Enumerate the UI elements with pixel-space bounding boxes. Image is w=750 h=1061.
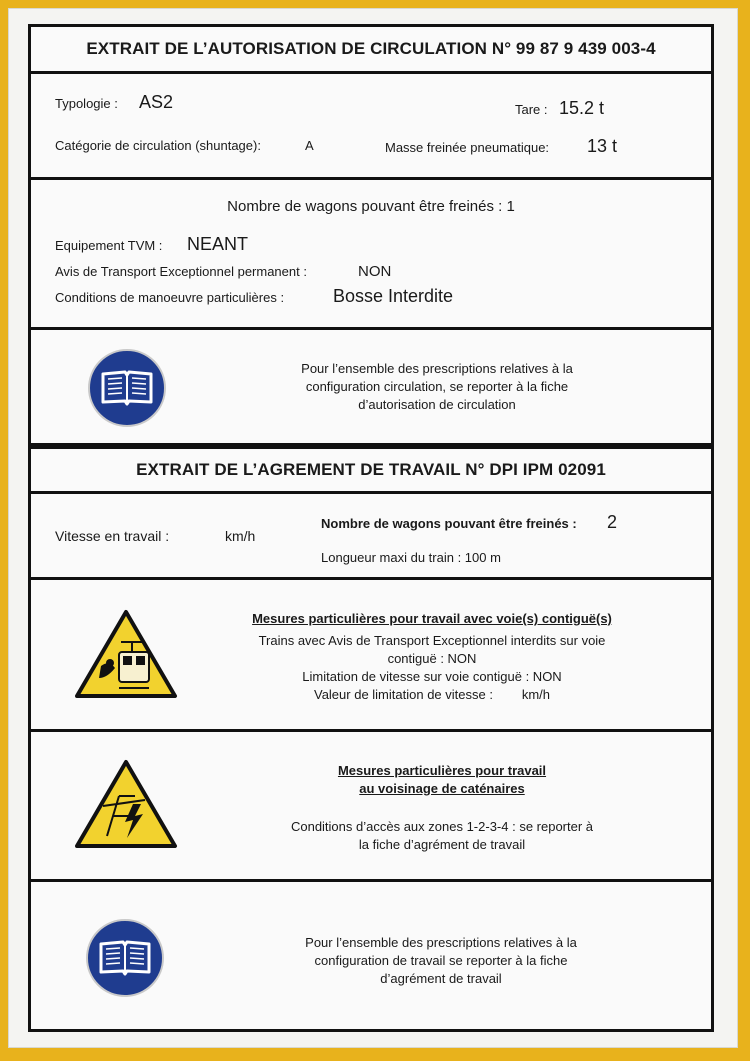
electric-hazard-icon (73, 758, 179, 852)
travail-note-line-1: Pour l’ensemble des prescriptions relatives à la (305, 935, 577, 950)
travail-note (271, 934, 611, 988)
contigue-heading: Mesures particulières pour travail avec voie(s) contiguë(s) (252, 611, 612, 626)
contigue-box (31, 577, 711, 729)
vitesse-label: Vitesse en travail : (55, 528, 170, 544)
ate-value: NON (358, 263, 392, 280)
catenaires-line-1: Conditions d’accès aux zones 1-2-3-4 : se reporter à (290, 819, 594, 834)
ate-label: Avis de Transport Exceptionnel permanent : (55, 264, 307, 279)
tvm-value: NEANT (187, 234, 249, 254)
categorie-value: A (305, 138, 314, 153)
circulation-title-box (31, 27, 711, 71)
book-manual-icon (87, 348, 167, 428)
catenaires-text (257, 762, 627, 854)
travail-wagons-value: 2 (607, 512, 618, 532)
masse-value: 13 t (587, 136, 618, 156)
travail-note-line-2: configuration de travail se reporter à la fiche (314, 953, 568, 968)
travail-specs-box (31, 491, 711, 577)
catenaires-box (31, 729, 711, 879)
tvm-label: Equipement TVM : (55, 238, 163, 253)
travail-note-line-3: d’agrément de travail (380, 971, 502, 986)
travail-title-box (31, 443, 711, 491)
tare-label: Tare : (515, 102, 548, 117)
circulation-note-line-1: Pour l’ensemble des prescriptions relatives à la (301, 361, 573, 376)
travail-note-box (31, 879, 711, 1029)
contigue-line-3: Limitation de vitesse sur voie contiguë : NON (302, 669, 562, 684)
contigue-line-1: Trains avec Avis de Transport Exceptionnel interdits sur voie (258, 633, 606, 648)
circulation-note-line-3: d’autorisation de circulation (358, 397, 516, 412)
circulation-title: EXTRAIT DE L’AUTORISATION DE CIRCULATION N° 99 87 9 439 003-4 (86, 39, 656, 58)
tare-value: 15.2 t (559, 98, 605, 118)
masse-label: Masse freinée pneumatique: (385, 140, 550, 155)
circulation-specs-box (31, 71, 711, 177)
vitesse-unit: km/h (225, 528, 256, 544)
book-manual-icon-2 (85, 918, 165, 998)
circulation-note-box (31, 327, 711, 443)
contigue-text (227, 610, 637, 704)
travail-title: EXTRAIT DE L’AGREMENT DE TRAVAIL N° DPI IPM 02091 (136, 460, 606, 479)
circulation-note (267, 360, 607, 414)
circulation-note-line-2: configuration circulation, se reporter à la fiche (305, 379, 569, 394)
wagons-freines-label: Nombre de wagons pouvant être freinés : (227, 198, 503, 215)
train-warning-icon (73, 608, 179, 702)
manoeuvre-value: Bosse Interdite (333, 286, 454, 306)
sign-frame (28, 24, 714, 1032)
categorie-label: Catégorie de circulation (shuntage): (55, 138, 261, 153)
contigue-line-2: contiguë : NON (387, 651, 477, 666)
catenaires-heading-line-2: au voisinage de caténaires (359, 781, 525, 796)
catenaires-heading-line-1: Mesures particulières pour travail (337, 763, 547, 778)
manoeuvre-label: Conditions de manoeuvre particulières : (55, 290, 285, 305)
wagons-freines-value: 1 (506, 198, 515, 215)
travail-wagons-label: Nombre de wagons pouvant être freinés : (321, 516, 577, 531)
sign-plate (8, 8, 738, 1048)
longueur-maxi: Longueur maxi du train : 100 m (321, 550, 501, 565)
wagons-freines-line (31, 198, 711, 215)
catenaires-line-2: la fiche d’agrément de travail (358, 837, 526, 852)
typologie-value: AS2 (139, 92, 174, 112)
typologie-label: Typologie : (55, 96, 118, 111)
circulation-conditions-box (31, 177, 711, 327)
contigue-line-4: Valeur de limitation de vitesse : km/h (313, 687, 551, 702)
